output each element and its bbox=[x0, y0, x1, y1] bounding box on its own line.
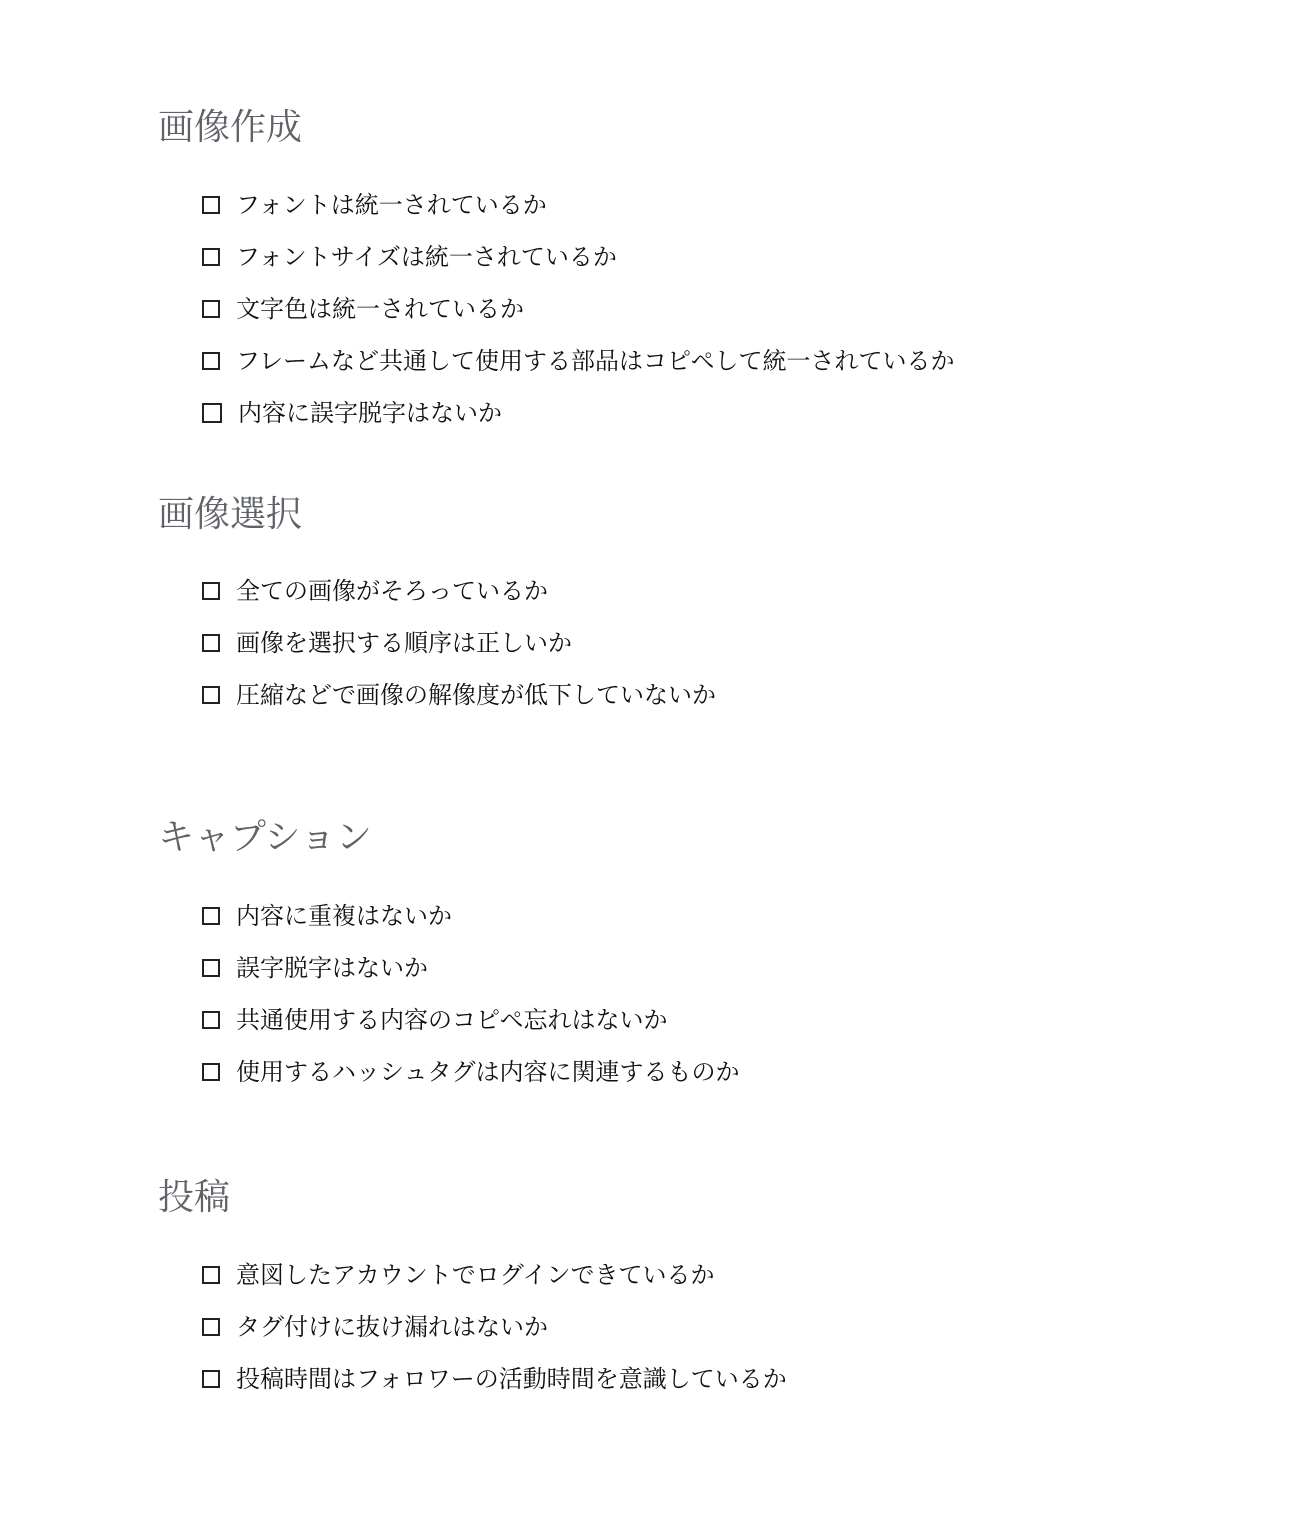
checkbox[interactable] bbox=[202, 907, 220, 925]
checkbox[interactable] bbox=[202, 582, 220, 600]
checkbox[interactable] bbox=[202, 248, 220, 266]
item-label: 意図したアカウントでログインできているか bbox=[236, 1261, 715, 1289]
checklist-item bbox=[202, 1000, 740, 1040]
item-label: 画像を選択する順序は正しいか bbox=[236, 629, 572, 657]
checklist-item bbox=[202, 185, 955, 225]
section-image-selection bbox=[158, 494, 1158, 709]
checklist-item bbox=[202, 341, 955, 381]
checklist-item bbox=[202, 289, 955, 329]
checklist bbox=[202, 1255, 787, 1411]
checkbox[interactable] bbox=[202, 1011, 220, 1029]
checkbox[interactable] bbox=[202, 1266, 220, 1284]
section-heading: 画像選択 bbox=[158, 494, 303, 535]
section-caption bbox=[158, 817, 1158, 1086]
section-image-creation bbox=[158, 107, 1158, 427]
item-label: フレームなど共通して使用する部品はコピペして統一されているか bbox=[236, 347, 955, 375]
checkbox[interactable] bbox=[202, 959, 220, 977]
item-label: タグ付けに抜け漏れはないか bbox=[236, 1313, 548, 1341]
checkbox[interactable] bbox=[202, 634, 220, 652]
item-label: 使用するハッシュタグは内容に関連するものか bbox=[236, 1058, 740, 1086]
checklist bbox=[202, 571, 716, 727]
item-label: フォントは統一されているか bbox=[236, 191, 547, 219]
checklist bbox=[202, 185, 955, 445]
item-label: 誤字脱字はないか bbox=[236, 954, 428, 982]
item-label: 文字色は統一されているか bbox=[236, 295, 524, 323]
section-posting bbox=[158, 1177, 1158, 1393]
checklist-item bbox=[202, 675, 716, 715]
checklist-item bbox=[202, 948, 740, 988]
checklist bbox=[202, 896, 740, 1104]
section-heading: 画像作成 bbox=[158, 107, 303, 148]
section-heading: 投稿 bbox=[158, 1177, 231, 1218]
checklist-item bbox=[202, 1307, 787, 1347]
checklist-item bbox=[202, 896, 740, 936]
item-label: 圧縮などで画像の解像度が低下していないか bbox=[236, 681, 716, 709]
checkbox[interactable] bbox=[202, 1063, 220, 1081]
checkbox[interactable] bbox=[202, 196, 220, 214]
checkbox[interactable] bbox=[202, 300, 220, 318]
checkbox[interactable] bbox=[202, 352, 220, 370]
item-label: 共通使用する内容のコピペ忘れはないか bbox=[236, 1006, 668, 1034]
checkbox[interactable] bbox=[202, 1318, 220, 1336]
checklist-item bbox=[202, 623, 716, 663]
item-label: 投稿時間はフォロワーの活動時間を意識しているか bbox=[236, 1365, 787, 1393]
checklist-item bbox=[202, 571, 716, 611]
checklist-item bbox=[202, 393, 955, 433]
checklist-item bbox=[202, 1052, 740, 1092]
checklist-item bbox=[202, 237, 955, 277]
checkbox[interactable] bbox=[202, 686, 220, 704]
item-label: フォントサイズは統一されているか bbox=[236, 243, 617, 271]
checklist-item bbox=[202, 1359, 787, 1399]
item-label: 内容に誤字脱字はないか bbox=[238, 399, 502, 427]
section-heading: キャプション bbox=[158, 817, 372, 858]
item-label: 全ての画像がそろっているか bbox=[236, 577, 548, 605]
checkbox[interactable] bbox=[202, 403, 222, 423]
checkbox[interactable] bbox=[202, 1370, 220, 1388]
item-label: 内容に重複はないか bbox=[236, 902, 452, 930]
checklist-item bbox=[202, 1255, 787, 1295]
